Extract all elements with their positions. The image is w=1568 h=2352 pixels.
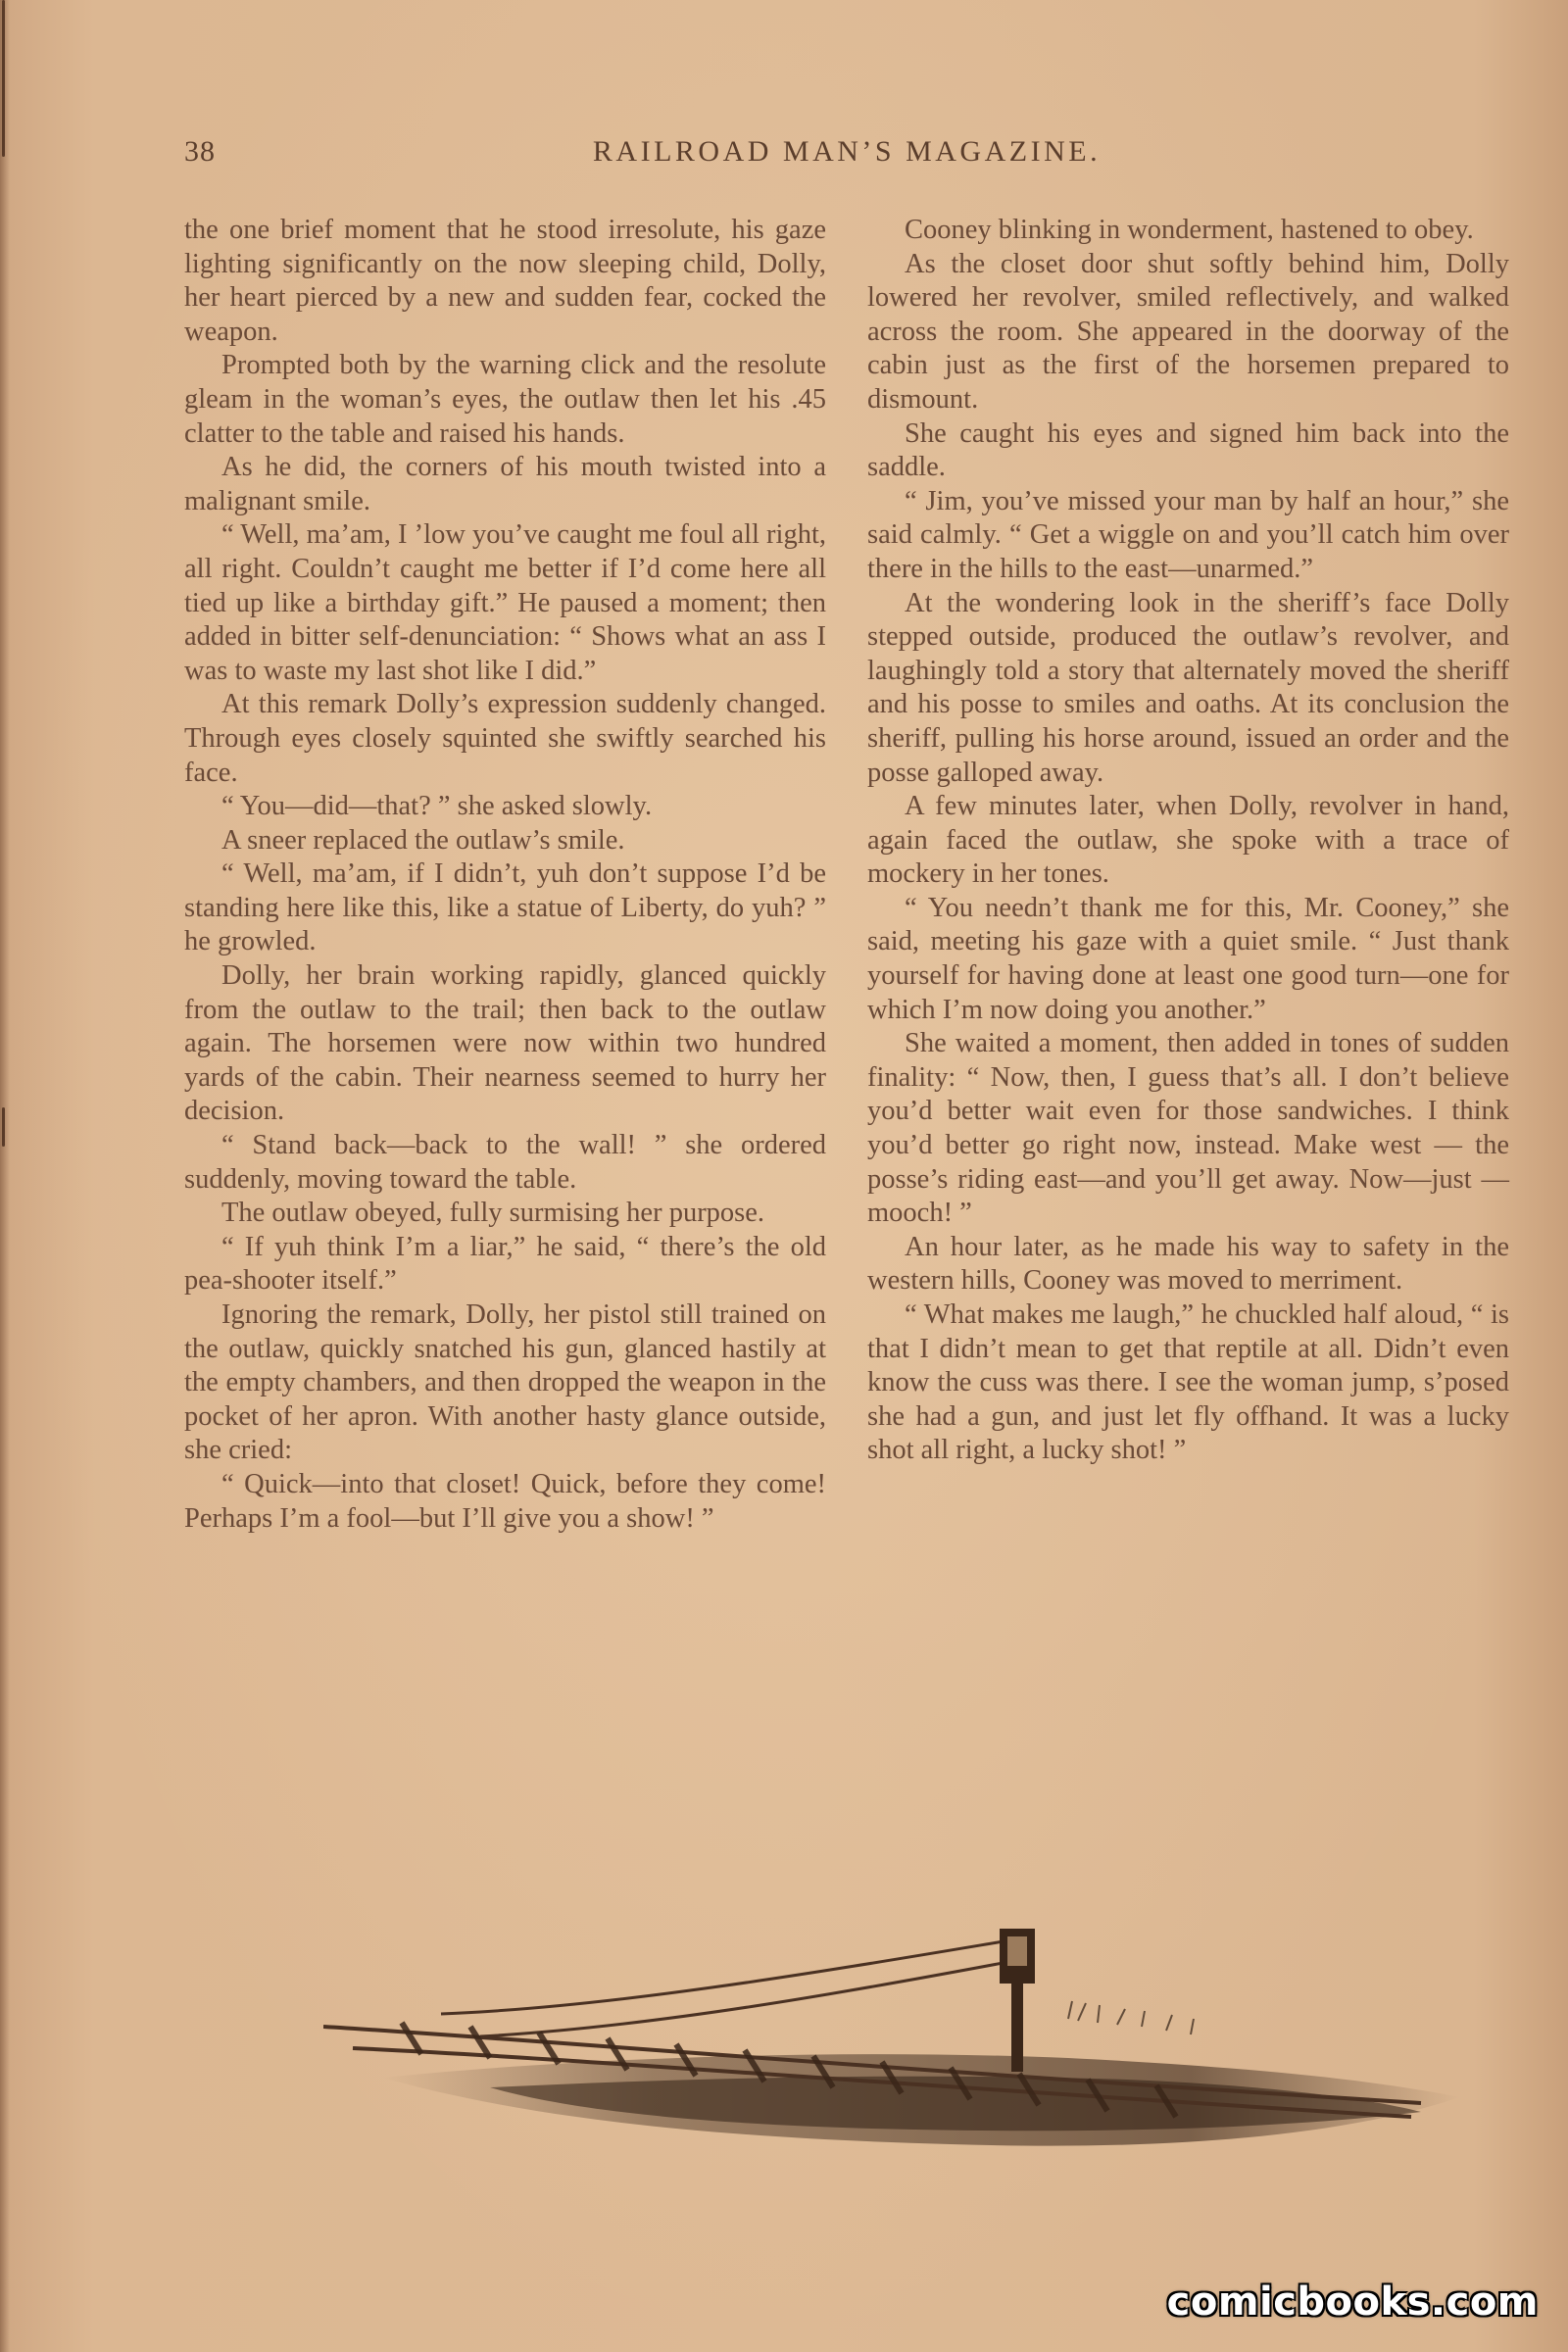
paragraph: the one brief moment that he stood irresolute, his gaze lighting significantly on the now sleeping child, Dolly, her heart pierced by a new and sudden fear, cocked the weapon. xyxy=(184,215,826,347)
page-header xyxy=(184,135,1509,174)
paragraph: “ What makes me laugh,” he chuckled half aloud, “ is that I didn’t mean to get that reptile at all. Didn’t even know the cuss was there. I see the woman jump, s’posed she had a gun, and just let fly offhand. It was a lucky shot all right, a lucky shot! ” xyxy=(867,1299,1509,1466)
paragraph: “ Quick—into that closet! Quick, before they come! Perhaps I’m a fool—but I’ll give you a show! ” xyxy=(184,1468,826,1534)
paragraph: Dolly, her brain working rapidly, glanced quickly from the outlaw to the trail; then back to the outlaw again. The horsemen were now within two hundred yards of the cabin. Their nearness seemed to hurry her decision. xyxy=(184,960,826,1127)
paragraph: As he did, the corners of his mouth twisted into a malignant smile. xyxy=(184,452,826,516)
paragraph: As the closet door shut softly behind him, Dolly lowered her revolver, smiled reflectively, and walked across the room. She appeared in the doorway of the cabin just as the first of the horsemen prepared to dismount. xyxy=(867,248,1509,415)
text-column-left xyxy=(184,214,826,1536)
page-binding-edge xyxy=(0,0,10,2352)
paragraph: She waited a moment, then added in tones of sudden finality: “ Now, then, I guess that’s all. I don’t believe you’d better wait even for those sandwiches. I think you’d better go right now, instead. Make west — the posse’s riding east—and you’ll get away. Now—just —mooch! ” xyxy=(867,1028,1509,1229)
paragraph: “ You needn’t thank me for this, Mr. Cooney,” she said, meeting his gaze with a quiet smile. “ Just thank yourself for having done at least one good turn—one for which I’m now doing you another.” xyxy=(867,892,1509,1025)
railroad-track-illustration xyxy=(323,1911,1480,2185)
binding-mark xyxy=(2,1107,5,1147)
paragraph: A few minutes later, when Dolly, revolver in hand, again faced the outlaw, she spoke with a trace of mockery in her tones. xyxy=(867,791,1509,890)
paragraph: “ Stand back—back to the wall! ” she ordered suddenly, moving toward the table. xyxy=(184,1130,826,1195)
rail xyxy=(480,1958,1029,2036)
running-title: RAILROAD MAN’S MAGAZINE. xyxy=(592,135,1102,168)
paragraph: An hour later, as he made his way to safety in the western hills, Cooney was moved to merriment. xyxy=(867,1231,1509,1297)
paragraph: A sneer replaced the outlaw’s smile. xyxy=(221,824,625,856)
switch-signal xyxy=(1000,1929,1035,2072)
site-watermark: comicbooks.com xyxy=(1166,2279,1539,2325)
page-number: 38 xyxy=(184,135,216,168)
paragraph: Cooney blinking in wonderment, hastened to obey. xyxy=(905,215,1474,245)
grass-tufts xyxy=(1068,2001,1194,2034)
paragraph: At this remark Dolly’s expression suddenly changed. Through eyes closely squinted she swiftly searched his face. xyxy=(184,689,826,788)
paragraph: Ignoring the remark, Dolly, her pistol still trained on the outlaw, quickly snatched his gun, glanced hastily at the empty chambers, and then dropped the weapon in the pocket of her apron. With another hasty glance outside, she cried: xyxy=(184,1299,826,1466)
paragraph: “ Well, ma’am, if I didn’t, yuh don’t suppose I’d be standing here like this, like a statue of Liberty, do yuh? ” he growled. xyxy=(184,858,826,957)
paragraph: The outlaw obeyed, fully surmising her purpose. xyxy=(221,1198,765,1229)
paragraph: She caught his eyes and signed him back into the saddle. xyxy=(867,417,1509,483)
binding-mark xyxy=(2,0,5,157)
paragraph: “ If yuh think I’m a liar,” he said, “ there’s the old pea-shooter itself.” xyxy=(184,1231,826,1297)
paragraph: “ Well, ma’am, I ’low you’ve caught me foul all right, all right. Couldn’t caught me better if I’d come here all tied up like a birthday gift.” He paused a moment; then added in bitter self-denunciation: “ Shows what an ass I was to waste my last shot like I did.” xyxy=(184,519,826,686)
paragraph: “ Jim, you’ve missed your man by half an hour,” she said calmly. “ Get a wiggle on and you’ll catch him over there in the hills to the east—unarmed.” xyxy=(867,485,1509,584)
paragraph: “ You—did—that? ” she asked slowly. xyxy=(221,791,653,822)
paragraph: At the wondering look in the sheriff’s face Dolly stepped outside, produced the outlaw’s revolver, and laughingly told a story that alternately moved the sheriff and his posse to smiles and oaths. At its conclusion the sheriff, pulling his horse around, issued an order and the posse galloped away. xyxy=(867,587,1509,788)
text-column-right xyxy=(867,214,1509,1468)
paragraph: Prompted both by the warning click and the resolute gleam in the woman’s eyes, the outlaw then let his .45 clatter to the table and raised his hands. xyxy=(184,350,826,449)
